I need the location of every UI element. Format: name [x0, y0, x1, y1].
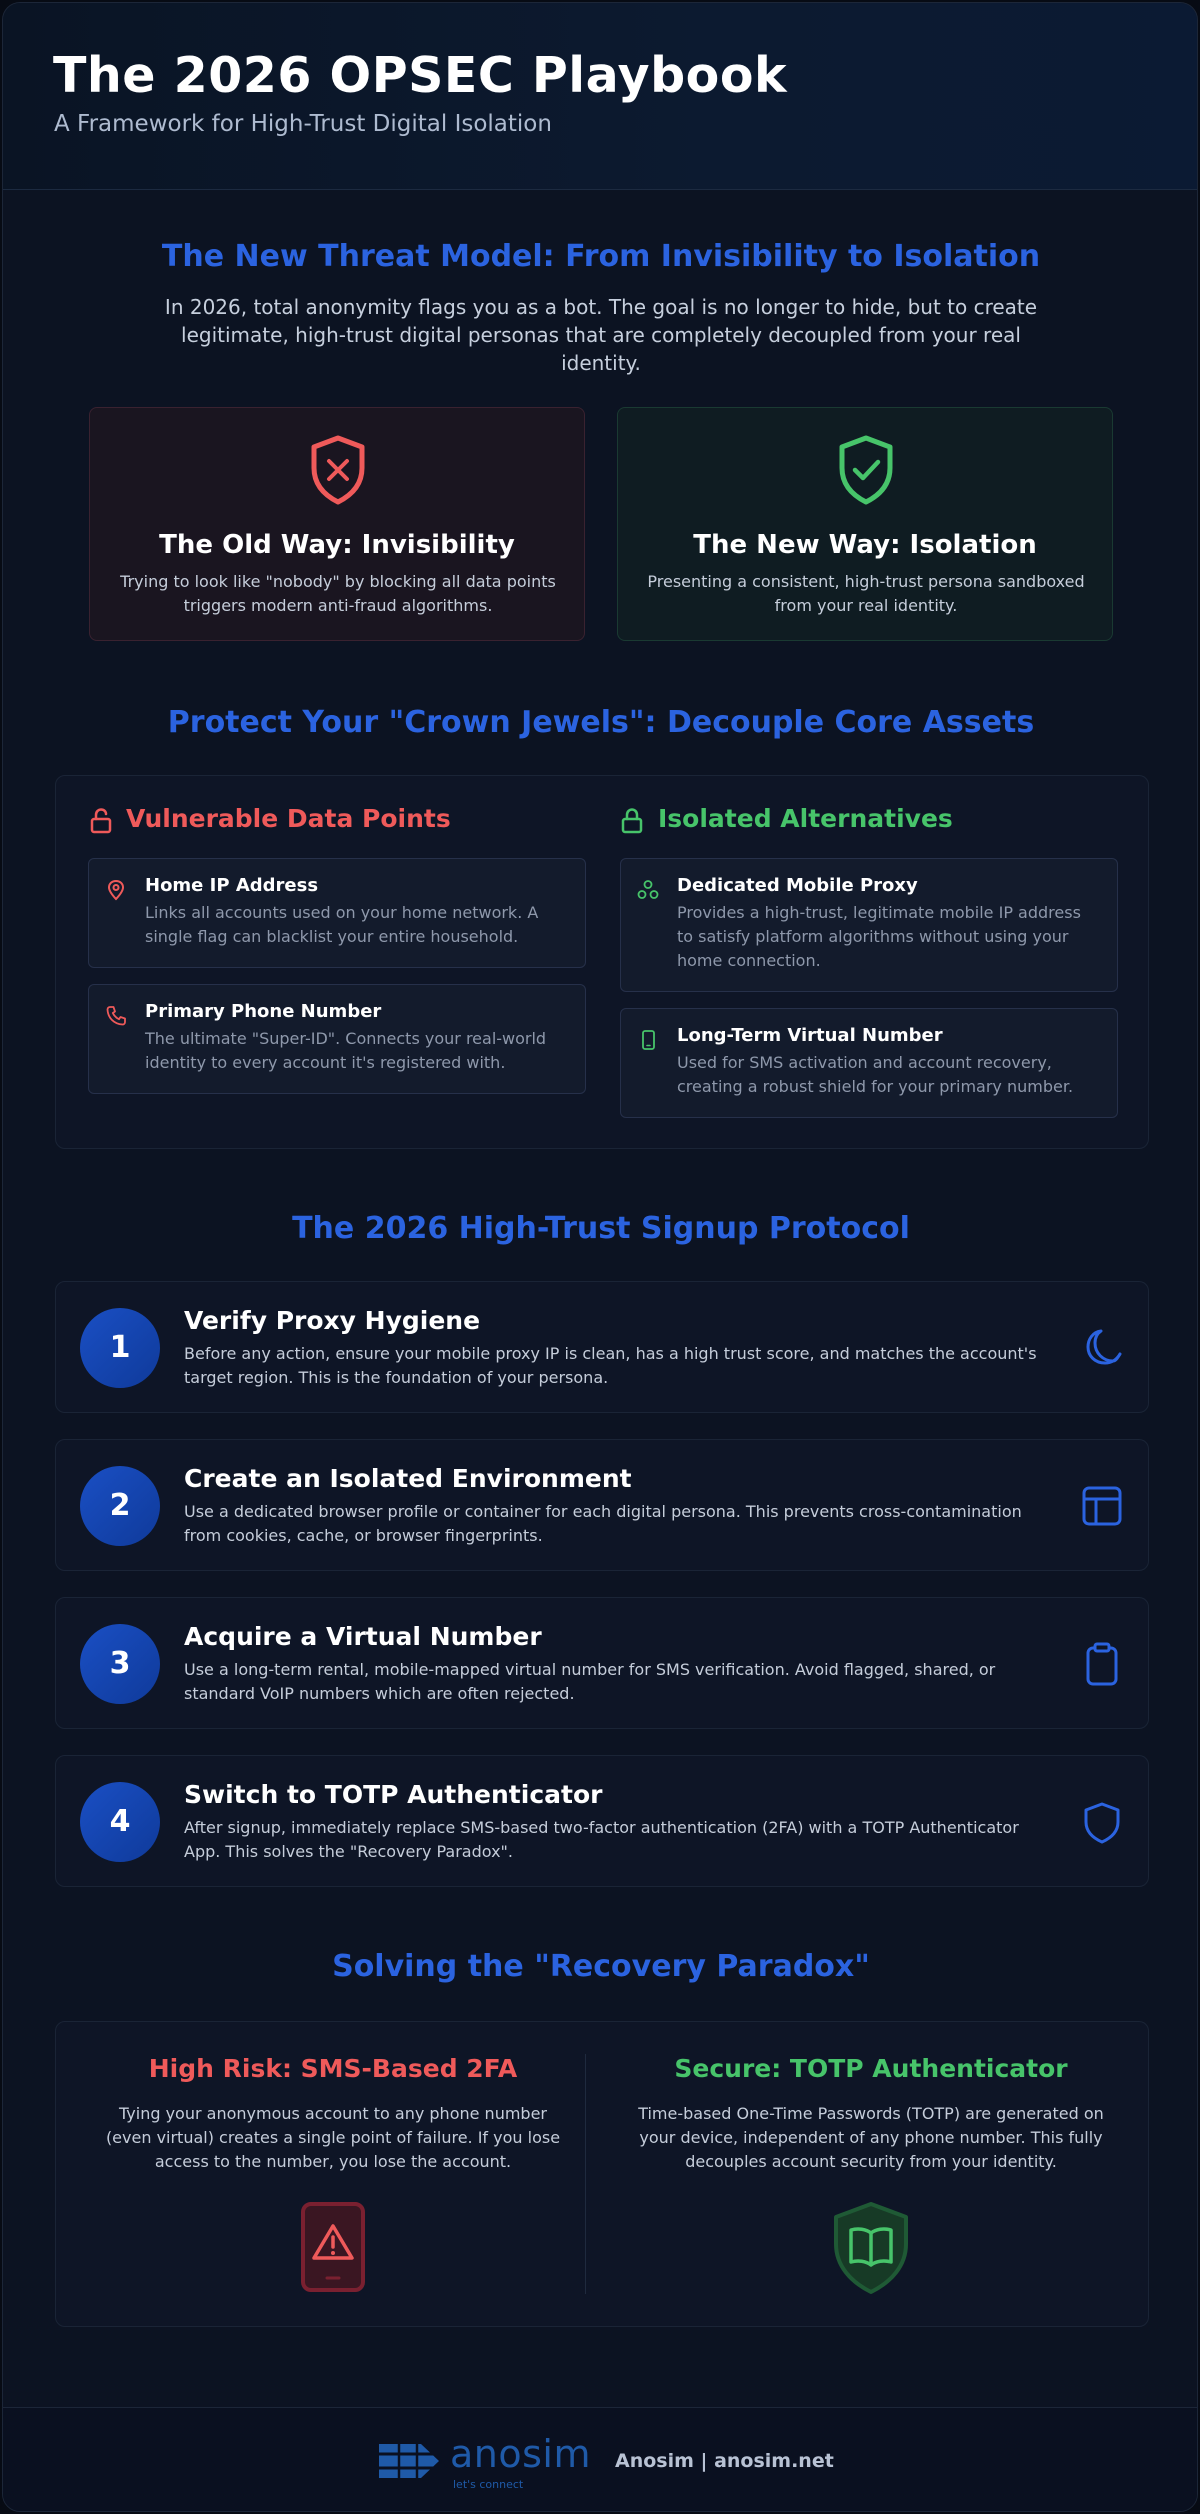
isolated-heading: Isolated Alternatives — [658, 804, 953, 833]
old-way-card — [89, 407, 585, 641]
asset-home-ip — [88, 858, 586, 968]
step-text: Use a long-term rental, mobile-mapped virtual number for SMS verification. Avoid flagged, shared, or standard VoIP numbers which are often rejected. — [184, 1660, 996, 1703]
phone-warning-icon — [288, 2200, 378, 2296]
asset-title: Long-Term Virtual Number — [677, 1025, 943, 1046]
page-title: The 2026 OPSEC Playbook — [53, 47, 788, 104]
step-number-badge: 3 — [80, 1624, 160, 1704]
step-number-badge: 2 — [80, 1466, 160, 1546]
shield-book-icon — [826, 2200, 916, 2296]
protocol-step-4 — [55, 1755, 1149, 1887]
paradox-panel — [55, 2021, 1149, 2327]
new-way-card — [617, 407, 1113, 641]
totp-secure-text: Time-based One-Time Passwords (TOTP) are generated on your device, independent of any phone number. This fully decouples account security from your identity. — [638, 2104, 1104, 2171]
moon-icon — [1080, 1326, 1124, 1370]
asset-text: Used for SMS activation and account recovery, creating a robust shield for your primary number. — [677, 1053, 1074, 1096]
smartphone-icon — [637, 1029, 659, 1051]
step-number-badge: 1 — [80, 1308, 160, 1388]
asset-mobile-proxy — [620, 858, 1118, 992]
asset-primary-phone — [88, 984, 586, 1094]
shield-check-icon — [836, 434, 896, 506]
layout-icon — [1080, 1484, 1124, 1528]
asset-title: Dedicated Mobile Proxy — [677, 875, 918, 896]
asset-virtual-number — [620, 1008, 1118, 1118]
crown-jewels-heading: Protect Your "Crown Jewels": Decouple Core Assets — [167, 705, 1035, 740]
footer-tagline: let's connect — [453, 2478, 524, 2491]
network-icon — [637, 879, 659, 901]
protocol-step-3 — [55, 1597, 1149, 1729]
totp-secure-title: Secure: TOTP Authenticator — [674, 2054, 1068, 2083]
asset-text: Provides a high-trust, legitimate mobile IP address to satisfy platform algorithms without using your home connection. — [677, 903, 1081, 970]
lock-open-icon — [90, 808, 112, 834]
page-subtitle: A Framework for High-Trust Digital Isolation — [54, 111, 552, 137]
threat-model-heading: The New Threat Model: From Invisibility to Isolation — [161, 239, 1041, 274]
step-text: Before any action, ensure your mobile proxy IP is clean, has a high trust score, and matches the account's target region. This is the foundation of your persona. — [184, 1344, 1037, 1387]
header-banner — [3, 3, 1198, 190]
asset-text: Links all accounts used on your home network. A single flag can blacklist your entire household. — [145, 903, 539, 946]
protocol-heading: The 2026 High-Trust Signup Protocol — [292, 1211, 910, 1246]
step-title: Switch to TOTP Authenticator — [184, 1780, 603, 1809]
shield-x-icon — [308, 434, 368, 506]
infographic-page — [2, 2, 1198, 2512]
threat-model-intro: In 2026, total anonymity flags you as a bot. The goal is no longer to hide, but to create legitimate, high-trust digital personas that are completely decoupled from your real identity. — [164, 295, 1038, 375]
new-way-text: Presenting a consistent, high-trust persona sandboxed from your real identity. — [647, 572, 1085, 615]
step-number-badge: 4 — [80, 1782, 160, 1862]
footer — [3, 2407, 1198, 2512]
sms-risk-text: Tying your anonymous account to any phone number (even virtual) creates a single point of failure. If you lose access to the number, you lose the account. — [105, 2104, 561, 2171]
paradox-heading: Solving the "Recovery Paradox" — [332, 1949, 870, 1984]
old-way-title: The Old Way: Invisibility — [159, 530, 515, 560]
sms-risk-title: High Risk: SMS-Based 2FA — [148, 2054, 518, 2083]
column-divider — [585, 2054, 586, 2294]
crown-jewels-panel — [55, 775, 1149, 1149]
asset-title: Home IP Address — [145, 875, 319, 896]
step-title: Acquire a Virtual Number — [184, 1622, 542, 1651]
asset-text: The ultimate "Super-ID". Connects your real-world identity to every account it's registered with. — [145, 1029, 547, 1072]
step-title: Create an Isolated Environment — [184, 1464, 632, 1493]
old-way-text: Trying to look like "nobody" by blocking all data points triggers modern anti-fraud algorithms. — [120, 572, 556, 615]
shield-icon — [1080, 1800, 1124, 1844]
anosim-logo — [377, 2440, 441, 2482]
asset-title: Primary Phone Number — [145, 1001, 382, 1022]
protocol-step-1 — [55, 1281, 1149, 1413]
step-text: Use a dedicated browser profile or container for each digital persona. This prevents cross-contamination from cookies, cache, or browser fingerprints. — [184, 1502, 1022, 1545]
new-way-title: The New Way: Isolation — [693, 530, 1037, 560]
protocol-step-2 — [55, 1439, 1149, 1571]
lock-closed-icon — [621, 808, 643, 834]
footer-site-link[interactable]: Anosim | anosim.net — [615, 2450, 834, 2472]
clipboard-icon — [1080, 1642, 1124, 1686]
phone-icon — [105, 1005, 127, 1027]
step-text: After signup, immediately replace SMS-based two-factor authentication (2FA) with a TOTP Authenticator App. This solves the "Recovery Paradox". — [184, 1818, 1019, 1861]
step-title: Verify Proxy Hygiene — [184, 1306, 481, 1335]
map-pin-icon — [105, 879, 127, 901]
vulnerable-heading: Vulnerable Data Points — [126, 804, 451, 833]
footer-brand: anosim — [450, 2432, 591, 2476]
